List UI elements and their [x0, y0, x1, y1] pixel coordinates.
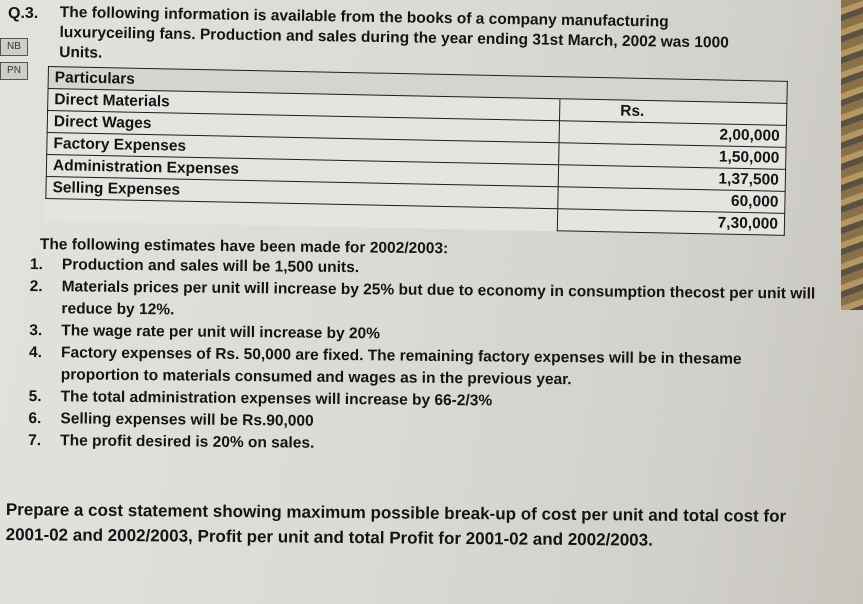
list-item-text: Selling expenses will be Rs.90,000 — [60, 410, 314, 430]
list-item-number: 2. — [29, 277, 43, 296]
list-item-number: 3. — [29, 321, 43, 340]
list-item-text: The profit desired is 20% on sales. — [60, 432, 315, 452]
estimates-list — [28, 254, 820, 460]
row-item: Administration Expenses — [46, 154, 558, 186]
row-item: Factory Expenses — [47, 132, 559, 164]
list-item-text: The wage rate per unit will increase by 20% — [61, 322, 381, 343]
question-number: Q.3. — [8, 5, 39, 22]
list-item-text: Production and sales will be 1,500 units. — [61, 256, 360, 277]
list-item-text: Materials prices per unit will increase by 25% but due to economy in consumption thecost per unit will reduce by 12%. — [61, 278, 816, 319]
header-particulars: Particulars — [48, 67, 560, 99]
list-item-number: 4. — [28, 343, 43, 362]
cost-table — [45, 66, 788, 236]
row-item: Direct Wages — [47, 111, 559, 143]
row-amount: 1,37,500 — [558, 165, 785, 192]
list-item-number: 7. — [28, 431, 42, 450]
row-amount: 60,000 — [558, 187, 785, 214]
row-item: Direct Materials — [48, 89, 560, 121]
list-item-number: 6. — [28, 409, 42, 428]
margin-mark-pn: PN — [0, 62, 28, 80]
list-item-text: Factory expenses of Rs. 50,000 are fixed. The remaining factory expenses will be in thesame proportion to materials consumed and wages as in the previous year. — [60, 344, 742, 389]
list-item-number: 1. — [29, 255, 43, 274]
row-amount: 1,50,000 — [559, 143, 786, 170]
row-amount: 2,00,000 — [559, 121, 786, 148]
final-instruction: Prepare a cost statement showing maximum possible break-up of cost per unit and total cost for 2001-02 and 2002/2003, Profit per unit and total Profit for 2001-02 and 2002/2003. — [5, 499, 787, 550]
row-item: Selling Expenses — [46, 176, 558, 208]
margin-mark-nb: NB — [0, 38, 28, 56]
row-amount: 7,30,000 — [557, 209, 784, 236]
list-item-number: 5. — [28, 387, 42, 406]
list-item — [29, 342, 819, 394]
list-item-text: The total administration expenses will increase by 66-2/3% — [60, 388, 493, 410]
intro-paragraph: The following information is available from the books of a company manufacturing luxuryceiling fans. Production and sales during the year ending 31st March, 2002 was 1000 Units. — [59, 3, 729, 62]
header-amount: Rs. — [560, 99, 787, 126]
estimates-heading: The following estimates have been made for 2002/2003: — [39, 236, 449, 258]
list-item — [29, 276, 819, 328]
background-decoration — [841, 0, 863, 310]
